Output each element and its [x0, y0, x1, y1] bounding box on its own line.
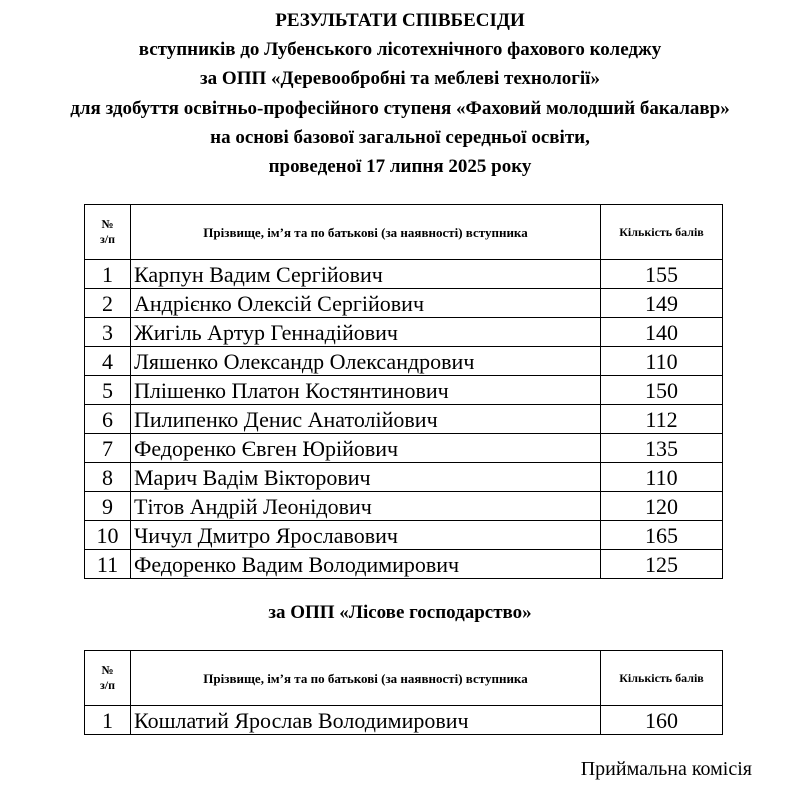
header-line-applicants: вступників до Лубенського лісотехнічного фахового коледжу	[138, 39, 662, 61]
applicant-score: 110	[601, 347, 723, 376]
applicant-name: Кошлатий Ярослав Володимирович	[131, 706, 601, 735]
table-row	[85, 376, 723, 405]
header-line-date: проведеної 17 липня 2025 року	[268, 156, 532, 178]
applicant-score: 135	[601, 434, 723, 463]
row-number: 6	[85, 405, 131, 434]
applicant-score: 140	[601, 318, 723, 347]
applicant-score: 125	[601, 550, 723, 579]
applicant-score: 149	[601, 289, 723, 318]
document-title: РЕЗУЛЬТАТИ СПІВБЕСІДИ	[275, 10, 525, 31]
results-table-woodworking	[84, 204, 723, 579]
row-number: 7	[85, 434, 131, 463]
table-row	[85, 550, 723, 579]
table-row	[85, 347, 723, 376]
applicant-name: Жигіль Артур Геннадійович	[131, 318, 601, 347]
row-number: 2	[85, 289, 131, 318]
results-table-forestry	[84, 650, 723, 735]
applicant-score: 160	[601, 706, 723, 735]
applicant-name: Ляшенко Олександр Олександрович	[131, 347, 601, 376]
header-number: № з/п	[85, 205, 131, 260]
header-score: Кількість балів	[601, 651, 723, 706]
header-score: Кількість балів	[601, 205, 723, 260]
table-row	[85, 318, 723, 347]
row-number: 4	[85, 347, 131, 376]
header-line-basis: на основі базової загальної середньої освіти,	[210, 126, 590, 148]
admissions-committee-signature: Приймальна комісія	[580, 758, 752, 780]
applicant-name: Тітов Андрій Леонідович	[131, 492, 601, 521]
row-number: 8	[85, 463, 131, 492]
applicant-score: 120	[601, 492, 723, 521]
applicant-score: 150	[601, 376, 723, 405]
applicant-name: Федоренко Вадим Володимирович	[131, 550, 601, 579]
row-number: 1	[85, 706, 131, 735]
table-row	[85, 260, 723, 289]
section-title-forestry: за ОПП «Лісове господарство»	[268, 602, 532, 623]
row-number: 10	[85, 521, 131, 550]
applicant-score: 155	[601, 260, 723, 289]
applicant-name: Андрієнко Олексій Сергійович	[131, 289, 601, 318]
table-header-row	[85, 205, 723, 260]
header-number: № з/п	[85, 651, 131, 706]
row-number: 11	[85, 550, 131, 579]
applicant-name: Чичул Дмитро Ярославович	[131, 521, 601, 550]
applicant-name: Карпун Вадим Сергійович	[131, 260, 601, 289]
applicant-name: Федоренко Євген Юрійович	[131, 434, 601, 463]
row-number: 3	[85, 318, 131, 347]
row-number: 9	[85, 492, 131, 521]
applicant-name: Пилипенко Денис Анатолійович	[131, 405, 601, 434]
header-name: Прізвище, ім’я та по батькові (за наявності) вступника	[131, 205, 601, 260]
applicant-score: 112	[601, 405, 723, 434]
document-header	[0, 6, 800, 181]
table-row	[85, 521, 723, 550]
table-row	[85, 405, 723, 434]
applicant-score: 165	[601, 521, 723, 550]
table-row	[85, 289, 723, 318]
applicant-name: Плішенко Платон Костянтинович	[131, 376, 601, 405]
header-name: Прізвище, ім’я та по батькові (за наявності) вступника	[131, 651, 601, 706]
table-row	[85, 706, 723, 735]
table-row	[85, 492, 723, 521]
applicant-name: Марич Вадім Вікторович	[131, 463, 601, 492]
table-row	[85, 434, 723, 463]
table-row	[85, 463, 723, 492]
header-line-degree: для здобуття освітньо-професійного ступеня «Фаховий молодший бакалавр»	[70, 97, 730, 119]
header-line-program: за ОПП «Деревообробні та меблеві технології»	[200, 68, 600, 90]
applicant-score: 110	[601, 463, 723, 492]
table-header-row	[85, 651, 723, 706]
row-number: 5	[85, 376, 131, 405]
row-number: 1	[85, 260, 131, 289]
